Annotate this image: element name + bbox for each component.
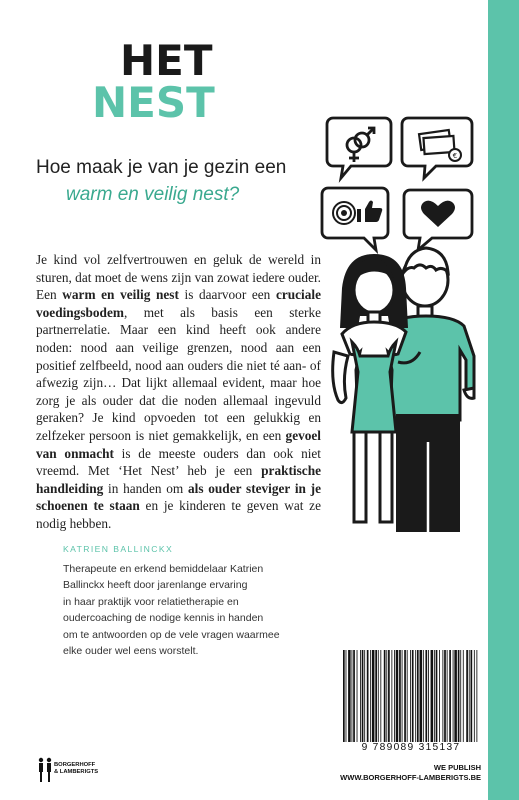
barcode-bar: [396, 650, 399, 742]
blurb-segment: en je kinderen te geven wat ze nodig hebben.: [36, 498, 321, 531]
barcode-bar: [444, 650, 446, 742]
author-bio-line: Therapeute en erkend bemiddelaar Katrien: [63, 563, 264, 575]
publisher-name-line: & LAMBERIGTS: [54, 769, 99, 775]
blurb-emphasis: gevoel van onmacht: [36, 427, 321, 461]
barcode-bar: [402, 650, 403, 742]
barcode-bar: [423, 650, 424, 742]
barcode-bar: [471, 650, 473, 742]
barcode-bar: [352, 650, 353, 742]
barcode-bar: [346, 650, 347, 742]
barcode-bar: [343, 650, 345, 742]
barcode-bar: [439, 650, 440, 742]
title-line-1: HET: [120, 36, 213, 85]
barcode-bar: [420, 650, 423, 742]
barcode: [342, 650, 479, 742]
barcode-bar: [394, 650, 395, 742]
barcode-bar: [357, 650, 358, 742]
author-bio-line: Ballinckx heeft door jarenlange ervaring: [63, 579, 248, 592]
publisher-name-line: BORGERHOFF: [54, 762, 96, 768]
svg-text:€: €: [452, 152, 458, 160]
barcode-bar: [353, 650, 355, 742]
blurb-segment: , met als basis een sterke partnerrelatie. Maar een kind heeft ook andere noden: nood aan veilige grenzen, nood aan een positief zelfbeeld, nood aan ouders die niet té aan- of afwezig zijn… Dat lijkt allemaal evident, maar hoe zorg je als ouder dat die noden allemaal ingevuld geraken? Je kind opvoeden tot een gelukkig en zelfzeker persoon is niet gemakkelijk, en een: [36, 304, 321, 443]
barcode-bar: [447, 650, 448, 742]
barcode-bar: [384, 650, 386, 742]
barcode-bar: [378, 650, 379, 742]
blurb-text: [36, 251, 321, 533]
barcode-bar: [428, 650, 429, 742]
barcode-bar: [391, 650, 392, 742]
barcode-bar: [463, 650, 464, 742]
barcode-bar: [415, 650, 416, 742]
blurb-segment: Je kind vol zelfvertrouwen en geluk de wereld in sturen, dat moet de wens zijn van zowat iedere ouder. Een: [36, 252, 321, 303]
barcode-bar: [407, 650, 408, 742]
family-illustration: [318, 112, 488, 537]
publisher-logo-icon: [37, 756, 53, 784]
barcode-bar: [375, 650, 377, 742]
publisher-website: WWW.BORGERHOFF-LAMBERIGTS.BE: [340, 773, 481, 782]
blurb-segment: is de meeste ouders dan ook niet vreemd. Met ‘Het Nest’ heb je een: [36, 445, 322, 479]
barcode-bar: [466, 650, 468, 742]
author-bio-line: oudercoaching de nodige kennis in handen: [63, 612, 264, 625]
subtitle-line-2: warm en veilig nest?: [66, 184, 240, 205]
blurb-segment: in handen om: [103, 480, 188, 496]
target-thumbs-up-icon: [322, 188, 388, 250]
gender-symbols-icon: [327, 118, 391, 178]
publisher-name: [54, 762, 98, 776]
barcode-bar: [399, 650, 401, 742]
blurb-emphasis: als ouder steviger in je schoenen te staan: [36, 480, 321, 514]
blurb-emphasis: praktische handleiding: [36, 463, 321, 496]
author-bio-line: in haar praktijk voor relatietherapie en: [63, 595, 239, 608]
barcode-bar: [436, 650, 438, 742]
barcode-bar: [454, 650, 457, 742]
title-line-2: NEST: [92, 78, 215, 127]
barcode-bar: [360, 650, 361, 742]
isbn-number: 9 789089 315137: [361, 742, 461, 753]
barcode-bar: [417, 650, 419, 742]
subtitle-line-1: Hoe maak je van je gezin een: [36, 157, 287, 178]
barcode-bar: [434, 650, 435, 742]
barcode-bar: [460, 650, 461, 742]
barcode-bar: [404, 650, 406, 742]
barcode-bar: [469, 650, 470, 742]
barcode-bar: [362, 650, 364, 742]
blurb-segment: is daarvoor een: [178, 287, 276, 303]
book-spine: [488, 0, 519, 800]
barcode-bar: [449, 650, 451, 742]
barcode-bar: [364, 650, 365, 742]
barcode-bar: [476, 650, 477, 742]
author-bio-line: om te antwoorden op de vele vragen waarmee: [63, 628, 280, 641]
blurb-emphasis: cruciale voedingsbodem: [36, 287, 321, 320]
barcode-bar: [458, 650, 460, 742]
barcode-bar: [348, 650, 351, 742]
author-bio: [63, 561, 353, 659]
barcode-bar: [412, 650, 414, 742]
barcode-bar: [410, 650, 411, 742]
barcode-bar: [474, 650, 475, 742]
author-name: KATRIEN BALLINCKX: [63, 544, 174, 554]
barcode-bar: [453, 650, 454, 742]
barcode-bar: [367, 650, 369, 742]
barcode-bar: [370, 650, 371, 742]
barcode-bar: [388, 650, 390, 742]
barcode-bar: [372, 650, 375, 742]
blurb-emphasis: warm en veilig nest: [62, 287, 179, 303]
barcode-bar: [431, 650, 434, 742]
barcode-bar: [386, 650, 387, 742]
publisher-footer: [340, 763, 481, 783]
barcode-bar: [442, 650, 443, 742]
barcode-bar: [380, 650, 381, 742]
barcode-bar: [425, 650, 427, 742]
publisher-slogan: WE PUBLISH: [433, 763, 481, 772]
author-bio-line: elke ouder wel eens worstelt.: [63, 645, 199, 658]
heart-icon: [404, 190, 472, 250]
money-icon: [402, 118, 472, 178]
